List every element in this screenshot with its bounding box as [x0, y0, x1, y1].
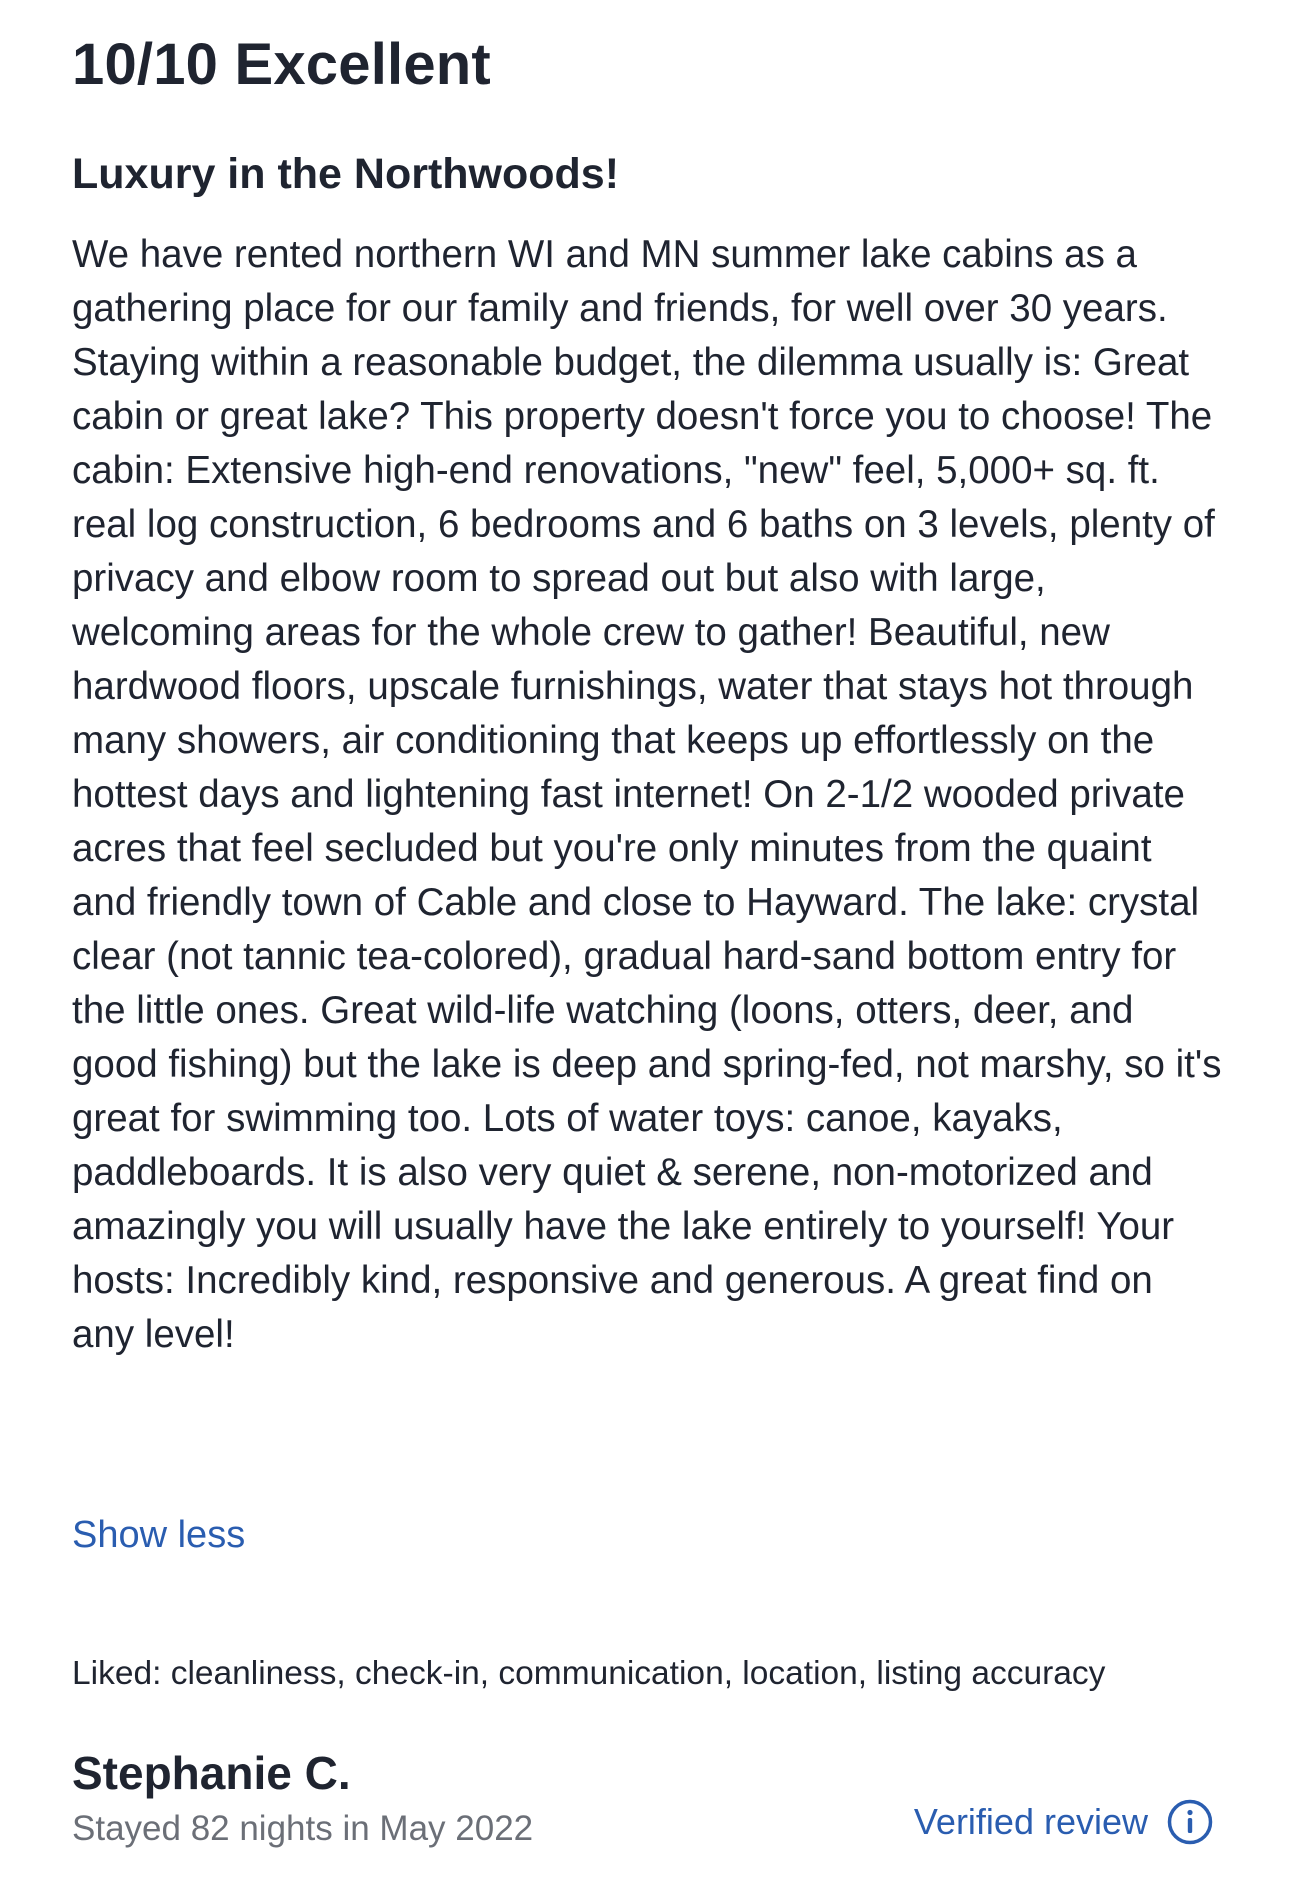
verified-review-link[interactable] [914, 1798, 1214, 1846]
review-title: Luxury in the Northwoods! [72, 150, 620, 198]
review-body: We have rented northern WI and MN summer lake cabins as a gathering place for our family and friends, for well over 30 years. Staying within a reasonable budget, the dilemma usually is: Great cabin or great lake? This property doesn't force you to choose! The cabin: Extensive high-end renovations, "new" feel, 5,000+ sq. ft. real log construction, 6 bedrooms and 6 baths on 3 levels, plenty of privacy and elbow room to spread out but also with large, welcoming areas for the whole crew to gather! Beautiful, new hardwood floors, upscale furnishings, water that stays hot through many showers, air conditioning that keeps up effortlessly on the hottest days and lightening fast internet! On 2-1/2 wooded private acres that feel secluded but you're only minutes from the quaint and friendly town of Cable and close to Hayward. The lake: crystal clear (not tannic tea-colored), gradual hard-sand bottom entry for the little ones. Great wild-life watching (loons, otters, deer, and good fishing) but the lake is deep and spring-fed, not marshy, so it's great for swimming too. Lots of water toys: canoe, kayaks, paddleboards. It is also very quiet & serene, non-motorized and amazingly you will usually have the lake entirely to yourself! Your hosts: Incredibly kind, responsive and generous. A great find on any level! [72, 233, 1222, 1356]
reviewer-name: Stephanie C. [72, 1747, 351, 1799]
review-rating: 10/10 Excellent [72, 32, 491, 97]
review-card [72, 0, 1222, 1882]
liked-attributes: Liked: cleanliness, check-in, communication, location, listing accuracy [72, 1655, 1106, 1692]
show-less-link[interactable]: Show less [72, 1510, 245, 1560]
info-icon[interactable] [1166, 1798, 1214, 1846]
verified-review-label: Verified review [913, 1801, 1148, 1842]
stay-info: Stayed 82 nights in May 2022 [72, 1809, 534, 1848]
